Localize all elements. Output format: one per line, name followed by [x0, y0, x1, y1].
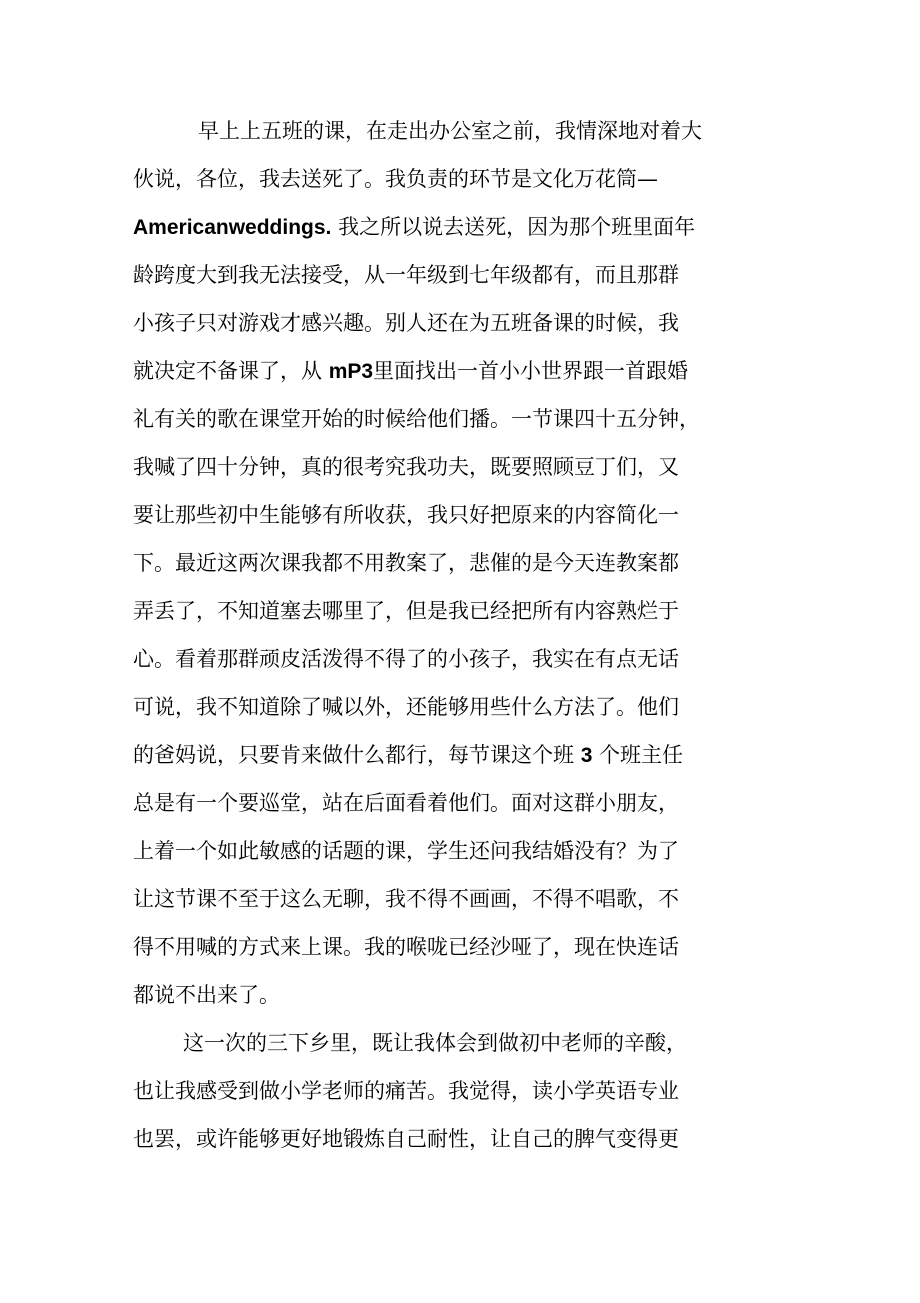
paragraph-1-line-17: 让这节课不至于这么无聊，我不得不画画，不得不唱歌，不 [133, 887, 679, 911]
paragraph-1-line-18: 得不用喊的方式来上课。我的喉咙已经沙哑了，现在快连话 [133, 935, 679, 959]
paragraph-2-line-2: 也让我感受到做小学老师的痛苦。我觉得，读小学英语专业 [133, 1079, 679, 1103]
paragraph-1-line-11: 弄丢了，不知道塞去哪里了，但是我已经把所有内容熟烂于 [133, 599, 679, 623]
paragraph-1-line-3: Americanweddings. 我之所以说去送死，因为那个班里面年 [133, 215, 696, 239]
paragraph-1-line-19: 都说不出来了。 [133, 983, 280, 1007]
number: 3 [580, 744, 593, 767]
paragraph-1-line-16: 上着一个如此敏感的话题的课，学生还问我结婚没有？为了 [133, 839, 679, 863]
english-term: mP3 [328, 360, 374, 383]
document-body [133, 107, 733, 1163]
paragraph-1-line-13: 可说，我不知道除了喊以外，还能够用些什么方法了。他们 [133, 695, 679, 719]
paragraph-1-line-8: 我喊了四十分钟，真的很考究我功夫，既要照顾豆丁们，又 [133, 455, 679, 479]
paragraph-1-line-15: 总是有一个要巡堂，站在后面看着他们。面对这群小朋友， [133, 791, 679, 815]
paragraph-1-line-12: 心。看着那群顽皮活泼得不得了的小孩子，我实在有点无话 [133, 647, 679, 671]
paragraph-1-line-6: 就决定不备课了，从 mP3里面找出一首小小世界跟一首跟婚 [133, 359, 689, 383]
paragraph-2-line-1: 这一次的三下乡里，既让我体会到做初中老师的辛酸， [183, 1031, 687, 1055]
paragraph-2-line-3: 也罢，或许能够更好地锻炼自己耐性，让自己的脾气变得更 [133, 1127, 679, 1151]
paragraph-1-line-9: 要让那些初中生能够有所收获，我只好把原来的内容简化一 [133, 503, 679, 527]
paragraph-1-line-7: 礼有关的歌在课堂开始的时候给他们播。一节课四十五分钟， [133, 407, 700, 431]
paragraph-1-line-1: 早上上五班的课，在走出办公室之前，我情深地对着大 [198, 119, 702, 143]
paragraph-1-line-2: 伙说，各位，我去送死了。我负责的环节是文化万花筒— [133, 167, 658, 191]
paragraph-1-line-10: 下。最近这两次课我都不用教案了，悲催的是今天连教案都 [133, 551, 679, 575]
paragraph-1-line-5: 小孩子只对游戏才感兴趣。别人还在为五班备课的时候，我 [133, 311, 679, 335]
english-term: Americanweddings. [133, 216, 332, 239]
paragraph-1-line-14: 的爸妈说，只要肯来做什么都行，每节课这个班 3 个班主任 [133, 743, 684, 767]
paragraph-1-line-4: 龄跨度大到我无法接受，从一年级到七年级都有，而且那群 [133, 263, 679, 287]
